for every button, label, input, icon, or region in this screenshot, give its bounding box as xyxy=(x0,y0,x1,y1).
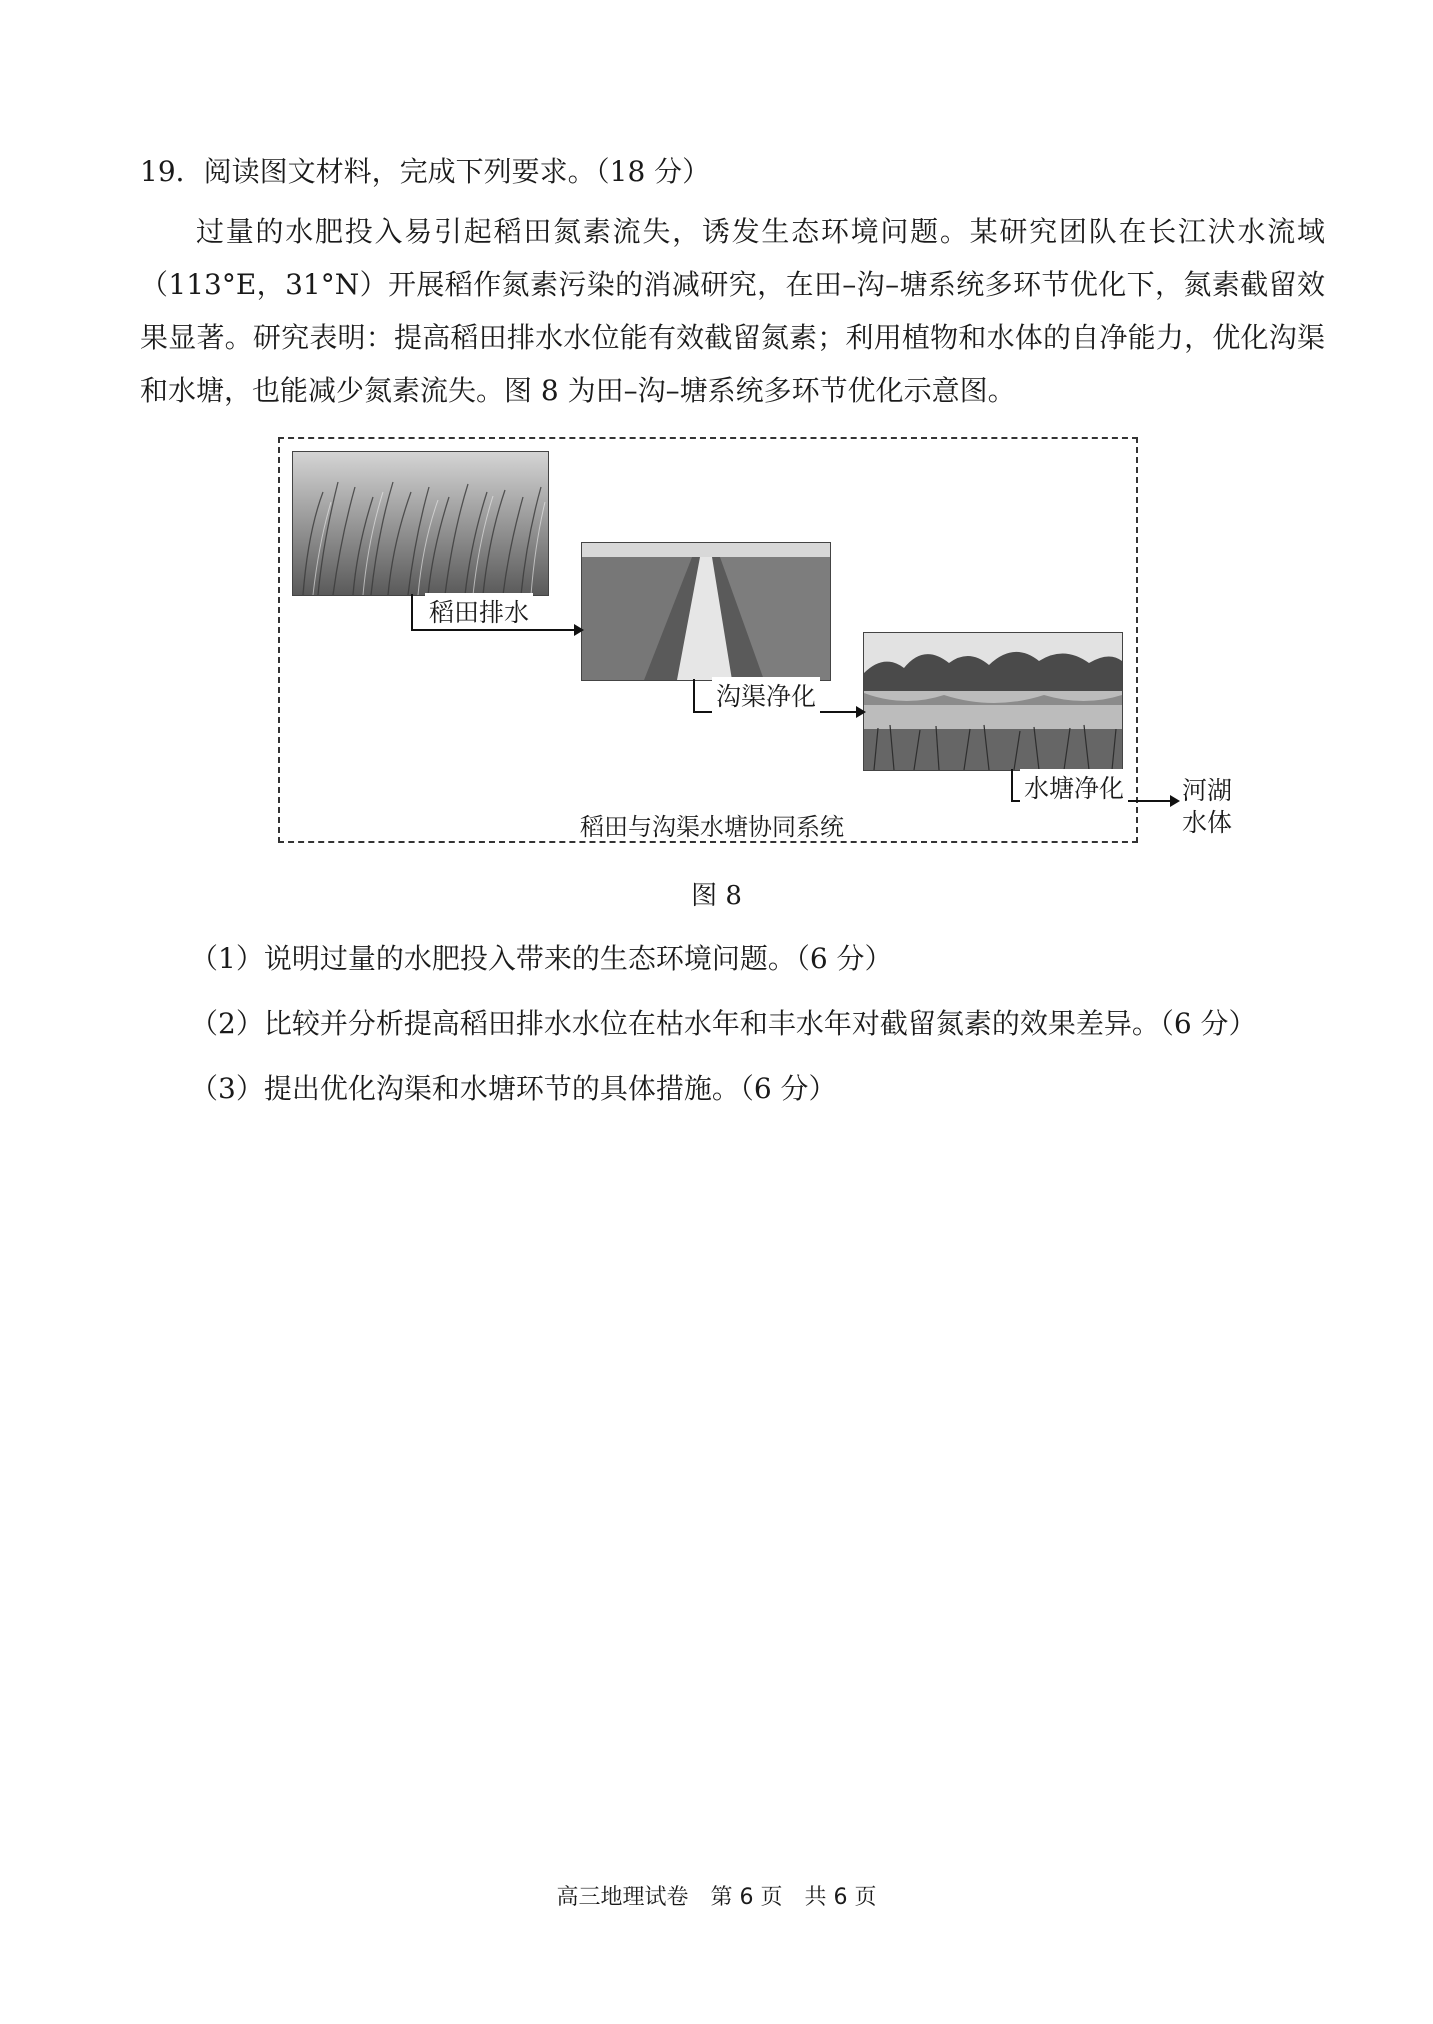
outflow-line-2: 水体 xyxy=(1181,808,1232,837)
sub-question-1: （1）说明过量的水肥投入带来的生态环境问题。（6 分） xyxy=(190,942,893,975)
question-paragraph: 过量的水肥投入易引起稻田氮素流失，诱发生态环境问题。某研究团队在长江汱水流域（113°E，31°N）开展稻作氮素污染的消减研究，在田–沟–塘系统多环节优化下，氮素截留效果显著。研究表明：提高稻田排水水位能有效截留氮素；利用植物和水体的自净能力，优化沟渠和水塘，也能减少氮素流失。图 8 为田–沟–塘系统多环节优化示意图。 xyxy=(140,215,1325,407)
sub-question-2: （2）比较并分析提高稻田排水水位在枯水年和丰水年对截留氮素的效果差异。（6 分） xyxy=(190,1007,1257,1040)
outflow-label xyxy=(1172,775,1242,839)
figure-8-diagram xyxy=(278,437,1138,843)
pond-photo xyxy=(863,632,1123,771)
question-title: 19．阅读图文材料，完成下列要求。（18 分） xyxy=(140,155,711,188)
rice-field-photo xyxy=(292,451,549,596)
ditch-photo xyxy=(581,542,831,681)
outflow-line-1: 河湖 xyxy=(1181,776,1232,805)
flow-label-drainage: 稻田排水 xyxy=(425,593,533,629)
system-label: 稻田与沟渠水塘协同系统 xyxy=(580,813,844,841)
figure-caption: 图 8 xyxy=(691,881,742,911)
page-footer: 高三地理试卷 第 6 页 共 6 页 xyxy=(556,1885,877,1910)
sub-question-3: （3）提出优化沟渠和水塘环节的具体措施。（6 分） xyxy=(190,1072,837,1105)
flow-label-pond: 水塘净化 xyxy=(1020,769,1128,805)
flow-label-ditch: 沟渠净化 xyxy=(712,677,820,713)
